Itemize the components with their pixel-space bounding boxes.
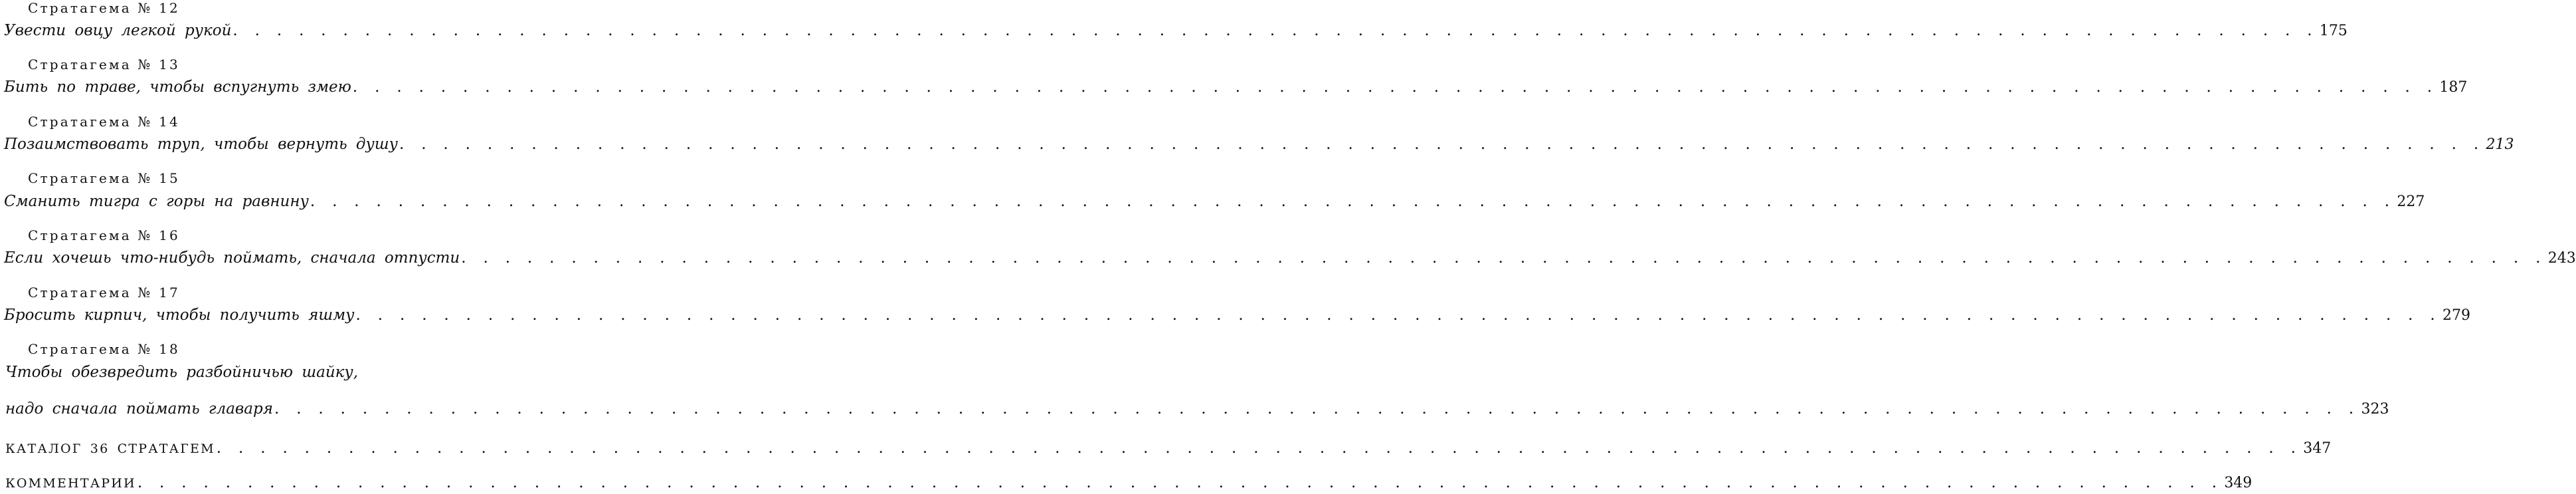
dot-leader: . . . . . . . . . . . . . . . . . . . . . . . . . . . . . . . . . . . . . . . . . . . . . . . . . . . . . . . . . . . . . . . . . . . . . . . . . . . . . . . . . . . . . . . . . . . . . . . [461,249,2547,267]
dot-leader: . . . . . . . . . . . . . . . . . . . . . . . . . . . . . . . . . . . . . . . . . . . . . . . . . . . . . . . . . . . . . . . . . . . . . . . . . . . . . . . . . . . . . . . . . . . . . . . [352,78,2438,96]
stratagem-14-heading: Стратагема № 14 [28,114,180,130]
stratagem-13-heading: Стратагема № 13 [28,57,180,72]
stratagem-15-heading: Стратагема № 15 [28,170,180,186]
toc-entry-comments[interactable] [5,473,2253,492]
stratagem-14-page-number: 213 [2486,136,2514,153]
stratagem-16-heading: Стратагема № 16 [28,227,180,243]
stratagem-17-page-number: 279 [2442,307,2471,324]
stratagem-12-title: Увести овцу легкой рукой [4,22,232,39]
stratagem-13-title: Бить по траве, чтобы вспугнуть змею [4,78,351,96]
stratagem-16-title: Если хочешь что-нибудь поймать, сначала отпусти [4,249,460,267]
stratagem-15-title: Сманить тигра с горы на равнину [4,193,309,210]
stratagem-15-page-number: 227 [2397,193,2425,210]
catalog-page-number: 347 [2303,440,2332,457]
dot-leader: . . . . . . . . . . . . . . . . . . . . . . . . . . . . . . . . . . . . . . . . . . . . . . . . . . . . . . . . . . . . . . . . . . . . . . . . . . . . . . . . . . . . . . . . . . . . . . . [137,474,2223,491]
toc-entry-14[interactable] [4,135,2514,154]
stratagem-17-heading: Стратагема № 17 [28,285,180,301]
toc-entry-13[interactable] [4,78,2468,96]
stratagem-12-page-number: 175 [2319,23,2347,39]
dot-leader: . . . . . . . . . . . . . . . . . . . . . . . . . . . . . . . . . . . . . . . . . . . . . . . . . . . . . . . . . . . . . . . . . . . . . . . . . . . . . . . . . . . . . . . . . . . . . . . [232,22,2318,39]
stratagem-13-page-number: 187 [2439,79,2468,96]
stratagem-18-title-line2: надо сначала поймать главаря [5,400,273,418]
stratagem-18-title-line1[interactable]: Чтобы обезвредить разбойничью шайку, [5,364,359,381]
stratagem-17-title: Бросить кирпич, чтобы получить яшму [4,307,355,324]
comments-page-number: 349 [2224,475,2253,491]
catalog-title: КАТАЛОГ 36 СТРАТАГЕМ [5,441,215,456]
stratagem-14-title: Позаимствовать труп, чтобы вернуть душу [4,136,398,153]
stratagem-12-heading: Стратагема № 12 [28,0,180,16]
stratagem-18-heading: Стратагема № 18 [28,341,180,357]
dot-leader: . . . . . . . . . . . . . . . . . . . . . . . . . . . . . . . . . . . . . . . . . . . . . . . . . . . . . . . . . . . . . . . . . . . . . . . . . . . . . . . . . . . . . . . . . . . . . . . [399,136,2485,153]
toc-entry-16[interactable] [4,249,2576,267]
dot-leader: . . . . . . . . . . . . . . . . . . . . . . . . . . . . . . . . . . . . . . . . . . . . . . . . . . . . . . . . . . . . . . . . . . . . . . . . . . . . . . . . . . . . . . . . . . . . . . . [310,193,2396,210]
toc-entry-18[interactable] [5,400,2389,418]
toc-entry-catalog[interactable] [5,439,2332,457]
toc-entry-15[interactable] [4,192,2425,211]
toc-entry-12[interactable] [4,21,2347,40]
comments-title: КОММЕНТАРИИ [5,476,136,491]
toc-entry-17[interactable] [4,306,2471,324]
dot-leader: . . . . . . . . . . . . . . . . . . . . . . . . . . . . . . . . . . . . . . . . . . . . . . . . . . . . . . . . . . . . . . . . . . . . . . . . . . . . . . . . . . . . . . . . . . . . . . . [274,400,2360,418]
stratagem-16-page-number: 243 [2547,250,2576,267]
dot-leader: . . . . . . . . . . . . . . . . . . . . . . . . . . . . . . . . . . . . . . . . . . . . . . . . . . . . . . . . . . . . . . . . . . . . . . . . . . . . . . . . . . . . . . . . . . . . . . . [355,307,2442,324]
stratagem-18-page-number: 323 [2361,401,2389,418]
dot-leader: . . . . . . . . . . . . . . . . . . . . . . . . . . . . . . . . . . . . . . . . . . . . . . . . . . . . . . . . . . . . . . . . . . . . . . . . . . . . . . . . . . . . . . . . . . . . . . . [216,439,2302,457]
